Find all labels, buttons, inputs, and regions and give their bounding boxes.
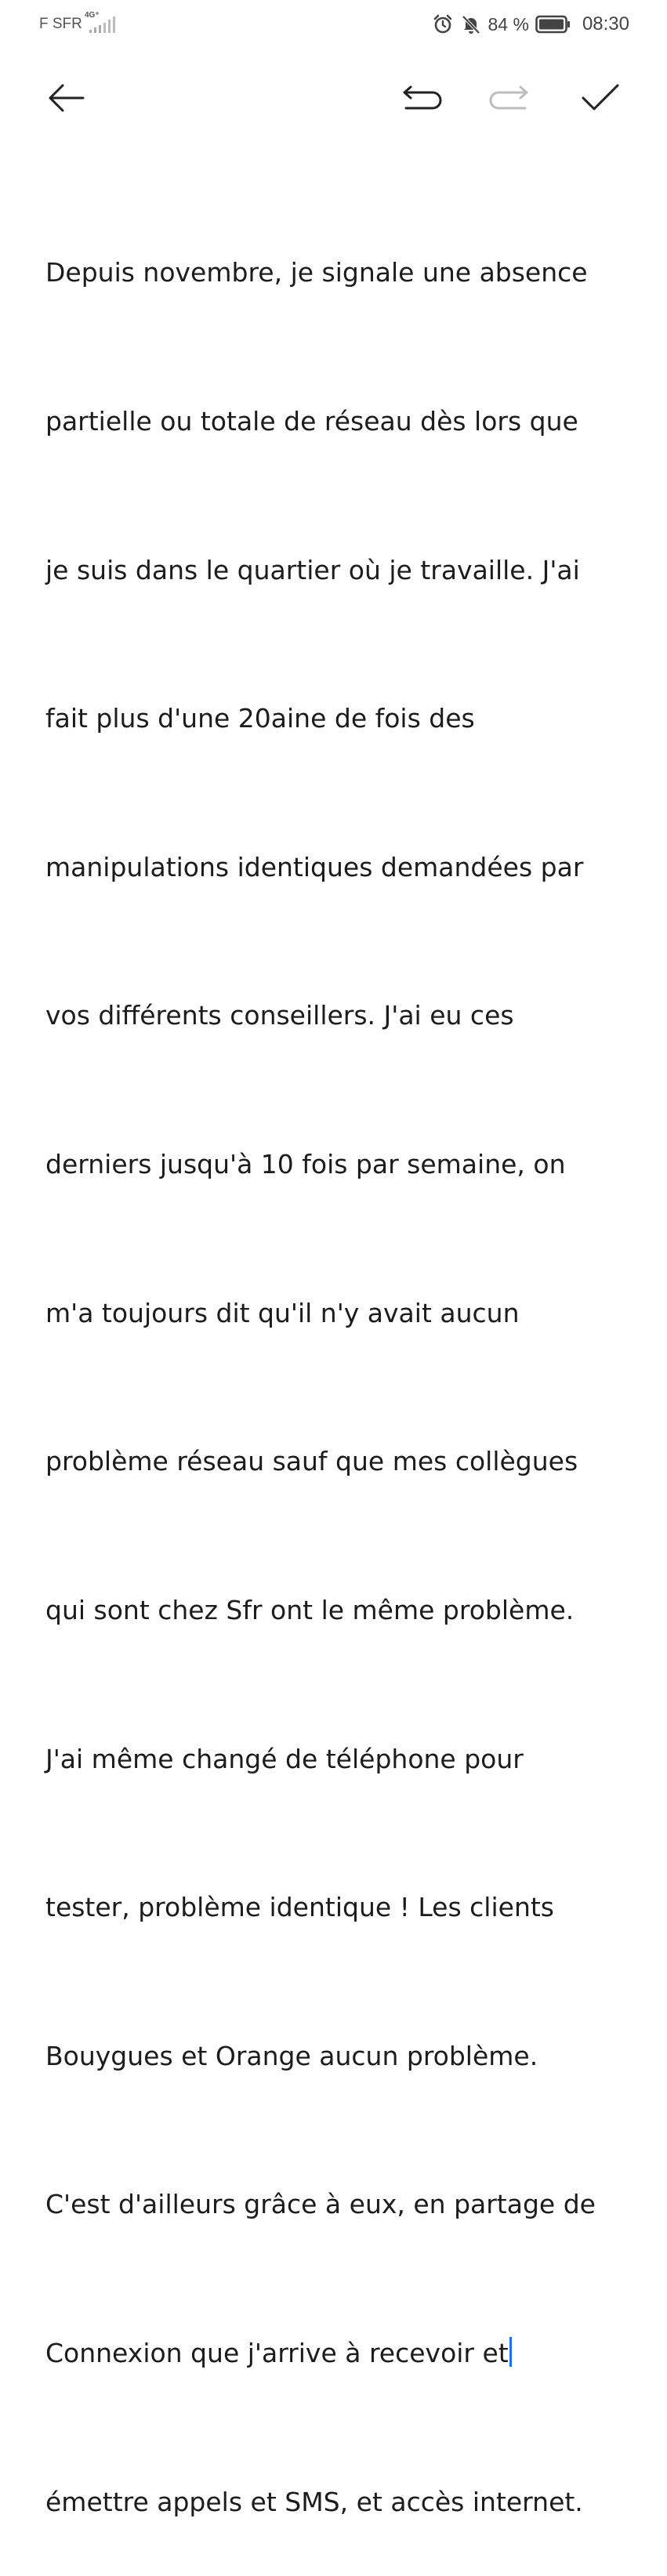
text-line: Depuis novembre, je signale une absence bbox=[45, 257, 588, 288]
text-line: manipulations identiques demandées par bbox=[45, 851, 584, 882]
text-line: Connexion que j'arrive à recevoir et bbox=[45, 2337, 509, 2368]
text-line: fait plus d'une 20aine de fois des bbox=[45, 703, 475, 734]
confirm-button[interactable] bbox=[577, 74, 624, 121]
undo-icon bbox=[400, 82, 444, 114]
text-line: Bouygues et Orange aucun problème. bbox=[45, 2040, 538, 2071]
text-line: tester, problème identique ! Les clients bbox=[45, 1892, 554, 1923]
checkmark-icon bbox=[578, 81, 622, 115]
clock: 08:30 bbox=[582, 13, 629, 34]
text-line: vos différents conseillers. J'ai eu ces bbox=[45, 1000, 514, 1031]
text-line: qui sont chez Sfr ont le même problème. bbox=[45, 1594, 575, 1625]
text-line-with-cursor bbox=[45, 2328, 625, 2378]
redo-button[interactable] bbox=[486, 74, 533, 121]
alarm-icon bbox=[432, 13, 454, 35]
editor-toolbar bbox=[0, 74, 667, 125]
note-text-editor[interactable] bbox=[45, 149, 625, 2576]
text-line: derniers jusqu'à 10 fois par semaine, on bbox=[45, 1149, 566, 1180]
mute-icon bbox=[460, 13, 482, 35]
text-line: partielle ou totale de réseau dès lors que bbox=[45, 406, 578, 437]
redo-icon bbox=[488, 82, 531, 114]
text-line: m'a toujours dit qu'il n'y avait aucun bbox=[45, 1297, 520, 1328]
status-bar bbox=[0, 0, 667, 50]
text-line: J'ai même changé de téléphone pour bbox=[45, 1743, 524, 1774]
battery-icon bbox=[535, 15, 571, 34]
network-type: 4G⁺ bbox=[85, 11, 100, 20]
back-button[interactable] bbox=[42, 74, 89, 121]
text-line: problème réseau sauf que mes collègues bbox=[45, 1446, 578, 1477]
carrier-name: F SFR bbox=[39, 16, 82, 32]
battery-percent: 84 % bbox=[488, 13, 529, 34]
signal-icon bbox=[88, 14, 121, 34]
undo-button[interactable] bbox=[398, 74, 445, 121]
text-cursor bbox=[509, 2337, 512, 2367]
text-line: émettre appels et SMS, et accès internet. bbox=[45, 2486, 583, 2517]
text-line: je suis dans le quartier où je travaille. J'ai bbox=[45, 554, 580, 585]
back-arrow-icon bbox=[45, 78, 86, 118]
text-line: C'est d'ailleurs grâce à eux, en partage de bbox=[45, 2189, 596, 2220]
status-icons bbox=[432, 11, 630, 38]
